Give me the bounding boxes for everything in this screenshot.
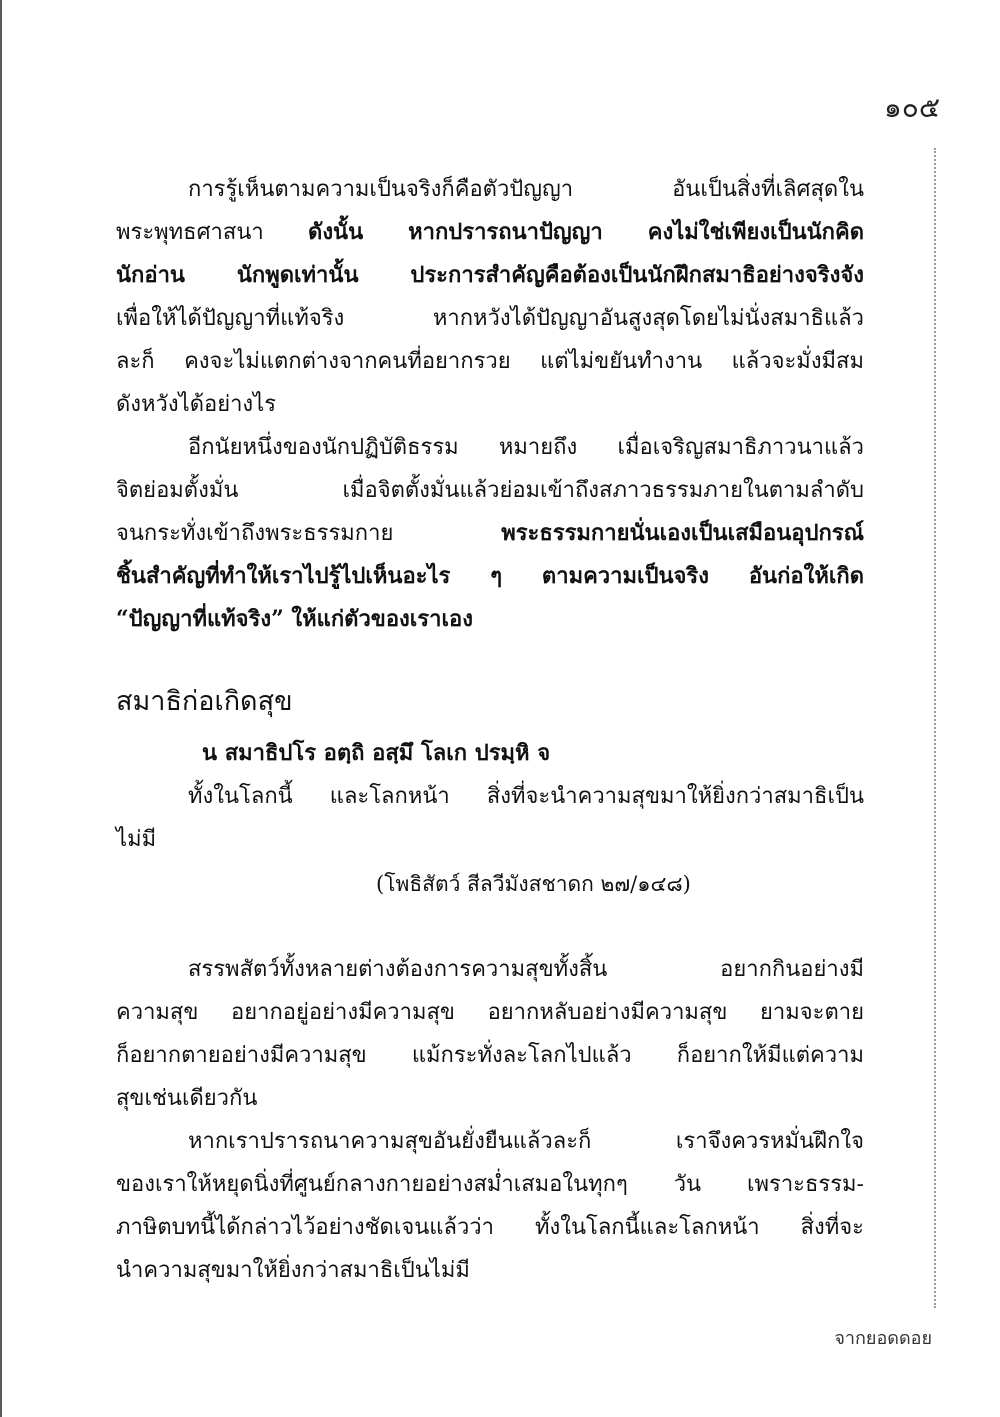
bold-paragraph-line: ชิ้นสำคัญที่ทำให้เราไปรู้ไปเห็นอะไร ๆ ตามความเป็นจริง อันก่อให้เกิด [116, 563, 864, 589]
paragraph-line: ของเราให้หยุดนิ่งที่ศูนย์กลางกายอย่างสม่ำเสมอในทุกๆ วัน เพราะธรรม- [116, 1172, 864, 1197]
paragraph-line [116, 211, 864, 254]
translation-line: ทั้งในโลกนี้ และโลกหน้า สิ่งที่จะนำความสุขมาให้ยิ่งกว่าสมาธิเป็น [188, 784, 864, 809]
citation: (โพธิสัตว์ สีลวีมังสชาดก ๒๗/๑๔๘) [376, 872, 691, 896]
paragraph-line [116, 512, 864, 555]
section-2-body [116, 948, 864, 1292]
page-number: ๑๐๕ [883, 91, 941, 124]
section-heading: สมาธิก่อเกิดสุข [116, 686, 293, 717]
bold-text-run: ดังนั้น หากปรารถนาปัญญา คงไม่ใช่เพียงเป็นนักคิด [308, 219, 864, 245]
paragraph-line: เพื่อให้ได้ปัญญาที่แท้จริง หากหวังได้ปัญญาอันสูงสุดโดยไม่นั่งสมาธิแล้ว [116, 306, 864, 331]
margin-dotted-line [934, 148, 936, 1308]
paragraph-line: ภาษิตบทนี้ได้กล่าวไว้อย่างชัดเจนแล้วว่า ทั้งในโลกนี้และโลกหน้า สิ่งที่จะ [116, 1215, 864, 1240]
quote-block [116, 732, 864, 861]
running-footer: จากยอดดอย [834, 1328, 932, 1349]
paragraph-line: ละก็ คงจะไม่แตกต่างจากคนที่อยากรวย แต่ไม่ขยันทำงาน แล้วจะมั่งมีสม [116, 349, 864, 374]
paragraph-line: สรรพสัตว์ทั้งหลายต่างต้องการความสุขทั้งสิ้น อยากกินอย่างมี [188, 957, 864, 982]
bold-paragraph-line: นักอ่าน นักพูดเท่านั้น ประการสำคัญคือต้องเป็นนักฝึกสมาธิอย่างจริงจัง [116, 262, 864, 288]
pali-verse: น สมาธิปโร อตฺถิ อสฺมึ โลเก ปรมฺหิ จ [202, 740, 551, 766]
paragraph-line: ดังหวังได้อย่างไร [116, 392, 277, 417]
paragraph-line: ความสุข อยากอยู่อย่างมีความสุข อยากหลับอย่างมีความสุข ยามจะตาย [116, 1000, 864, 1025]
page-edge-line [0, 0, 2, 1417]
section-1-body [116, 168, 864, 641]
bold-paragraph-line: “ปัญญาที่แท้จริง” ให้แก่ตัวของเราเอง [116, 606, 473, 632]
paragraph-line: สุขเช่นเดียวกัน [116, 1086, 258, 1111]
bold-text-run: พระธรรมกายนั่นเองเป็นเสมือนอุปกรณ์ [501, 520, 864, 546]
paragraph-line: นำความสุขมาให้ยิ่งกว่าสมาธิเป็นไม่มี [116, 1258, 470, 1283]
text-run: พระพุทธศาสนา [116, 220, 309, 245]
translation-line: ไม่มี [116, 827, 157, 852]
paragraph-line: อีกนัยหนึ่งของนักปฏิบัติธรรม หมายถึง เมื่อเจริญสมาธิภาวนาแล้ว [188, 435, 864, 460]
paragraph-line: จิตย่อมตั้งมั่น เมื่อจิตตั้งมั่นแล้วย่อมเข้าถึงสภาวธรรมภายในตามลำดับ [116, 478, 864, 503]
text-run: จนกระทั่งเข้าถึงพระธรรมกาย [116, 521, 502, 546]
paragraph-line: การรู้เห็นตามความเป็นจริงก็คือตัวปัญญา อันเป็นสิ่งที่เลิศสุดใน [188, 177, 864, 202]
paragraph-line: ก็อยากตายอย่างมีความสุข แม้กระทั่งละโลกไปแล้ว ก็อยากให้มีแต่ความ [116, 1043, 864, 1068]
paragraph-line: หากเราปรารถนาความสุขอันยั่งยืนแล้วละก็ เราจึงควรหมั่นฝึกใจ [188, 1129, 864, 1154]
